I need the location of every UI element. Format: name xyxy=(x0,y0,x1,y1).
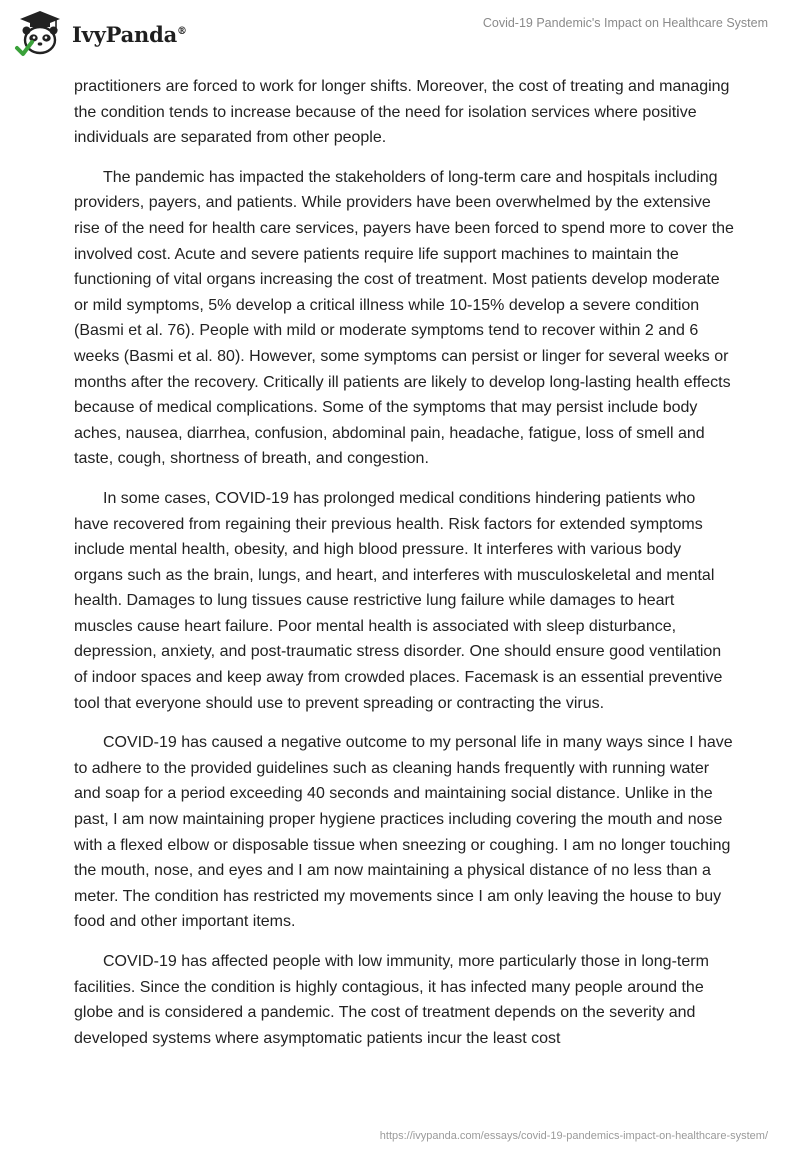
paragraph: In some cases, COVID-19 has prolonged medical conditions hindering patients who have recovered from regaining their previous health. Risk factors for extended symptoms include mental health, obesity, and high blood pressure. It interferes with various body organs such as the brain, lungs, and heart, and interferes with musculoskeletal and mental health. Damages to lung tissues cause restrictive lung failure while damages to heart muscles cause heart failure. Poor mental health is associated with sleep disturbance, depression, anxiety, and post-traumatic stress disorder. One should ensure good ventilation of indoor spaces and keep away from crowded places. Facemask is an essential preventive tool that everyone should use to prevent spreading or contracting the virus. xyxy=(74,489,723,712)
panda-graduate-icon xyxy=(14,8,66,60)
essay-body xyxy=(74,74,734,1065)
page-header xyxy=(0,0,800,70)
source-url-link[interactable]: https://ivypanda.com/essays/covid-19-pandemics-impact-on-healthcare-system/ xyxy=(379,1130,768,1142)
brand-name xyxy=(72,22,187,47)
brand-logo-link[interactable] xyxy=(14,8,187,60)
brand-name-text: IvyPanda xyxy=(72,21,178,47)
paragraph: COVID-19 has caused a negative outcome to my personal life in many ways since I have to adhere to the provided guidelines such as cleaning hands frequently with running water and soap for a period exceeding 40 seconds and maintaining social distance. Unlike in the past, I am now maintaining proper hygiene practices including covering the mouth and nose with a flexed elbow or disposable tissue when sneezing or coughing. I am no longer touching the mouth, nose, and eyes and I am now maintaining a physical distance of no less than a meter. The condition has restricted my movements since I am only leaving the house to buy food and other important items. xyxy=(74,734,733,931)
paragraph: COVID-19 has affected people with low immunity, more particularly those in long-term facilities. Since the condition is highly contagious, it has infected many people around the globe and is considered a pandemic. The cost of treatment depends on the severity and developed systems where asymptomatic patients incur the least cost xyxy=(74,953,709,1047)
paragraph: The pandemic has impacted the stakeholders of long-term care and hospitals including providers, payers, and patients. While providers have been overwhelmed by the extensive rise of the need for health care services, payers have been forced to spend more to cover the involved cost. Acute and severe patients require life support machines to maintain the functioning of vital organs increasing the cost of treatment. Most patients develop moderate or mild symptoms, 5% develop a critical illness while 10-15% develop a severe condition (Basmi et al. 76). People with mild or moderate symptoms tend to recover within 2 and 6 weeks (Basmi et al. 80). However, some symptoms can persist or linger for several weeks or months after the recovery. Critically ill patients are likely to develop long-lasting health effects because of medical complications. Some of the symptoms that may persist include body aches, nausea, diarrhea, confusion, abdominal pain, headache, fatigue, loss of smell and taste, cough, shortness of breath, and congestion. xyxy=(74,168,734,468)
paragraph: practitioners are forced to work for longer shifts. Moreover, the cost of treating and managing the condition tends to increase because of the need for isolation services where positive individuals are separated from other people. xyxy=(74,78,730,147)
document-title: Covid-19 Pandemic's Impact on Healthcare System xyxy=(482,16,768,30)
registered-mark: ® xyxy=(177,25,187,37)
